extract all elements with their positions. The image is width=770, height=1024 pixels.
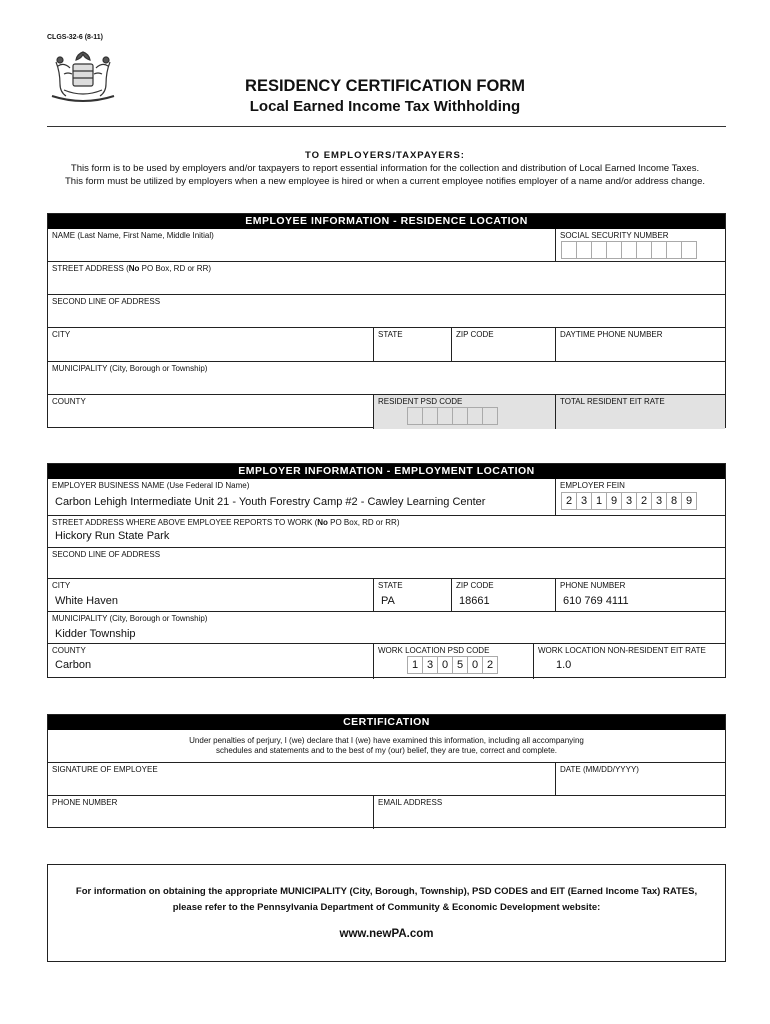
employee-psd-label: RESIDENT PSD CODE <box>378 397 463 406</box>
fein-digit[interactable]: 3 <box>651 492 667 510</box>
employee-ssn-field[interactable] <box>555 229 725 261</box>
intro-line-1: This form is to be used by employers and/or taxpayers to report essential information for the collection and distribution of Local Earned Income Taxes. <box>70 163 700 174</box>
employee-state-field[interactable] <box>373 328 451 362</box>
ssn-box[interactable] <box>621 241 637 259</box>
employer-city-field[interactable] <box>48 579 373 612</box>
form-title: RESIDENCY CERTIFICATION FORM <box>245 77 525 95</box>
intro-line-2: This form must be utilized by employers when a new employee is hired or when a current employee notifies employer of a name and/or address change. <box>65 176 705 187</box>
employee-street-row[interactable] <box>48 261 725 295</box>
employer-zip-field[interactable] <box>451 579 555 612</box>
ssn-box[interactable] <box>681 241 697 259</box>
employer-name-row <box>48 479 725 515</box>
psd-box[interactable] <box>407 407 423 425</box>
work-psd-boxes <box>407 656 497 674</box>
form-id: CLGS-32-6 (8-11) <box>47 34 104 41</box>
employer-city-label: CITY <box>52 581 71 590</box>
employer-county-field[interactable] <box>48 644 373 679</box>
fein-digit[interactable]: 8 <box>666 492 682 510</box>
employer-eit-field[interactable] <box>533 644 725 679</box>
employer-municipality-label: MUNICIPALITY (City, Borough or Township) <box>52 614 208 623</box>
employer-city-row <box>48 578 725 612</box>
psd-digit[interactable]: 0 <box>437 656 453 674</box>
employer-zip-label: ZIP CODE <box>456 581 494 590</box>
employer-business-field[interactable] <box>48 479 555 515</box>
fein-digit[interactable]: 2 <box>561 492 577 510</box>
employer-second-line-row[interactable] <box>48 547 725 579</box>
employer-county-label: COUNTY <box>52 646 86 655</box>
employee-zip-label: ZIP CODE <box>456 330 494 339</box>
to-employers-heading: TO EMPLOYERS/TAXPAYERS: <box>305 150 465 161</box>
declaration-line-2: schedules and statements and to the best of my (our) belief, they are true, correct and complete. <box>215 746 558 755</box>
employer-city-value: White Haven <box>55 595 118 607</box>
employer-state-value: PA <box>381 595 395 607</box>
employee-city-label: CITY <box>52 330 71 339</box>
cert-phone-field[interactable] <box>48 796 373 829</box>
cert-phone-label: PHONE NUMBER <box>52 798 118 807</box>
employee-signature-field[interactable] <box>48 763 555 796</box>
email-label: EMAIL ADDRESS <box>378 798 443 807</box>
employee-psd-field[interactable] <box>373 395 555 429</box>
employee-street-label: STREET ADDRESS (No PO Box, RD or RR) <box>52 264 212 273</box>
employer-fein-label: EMPLOYER FEIN <box>560 481 625 490</box>
fein-digit[interactable]: 3 <box>576 492 592 510</box>
certification-heading: CERTIFICATION <box>48 715 725 730</box>
employee-second-line-label: SECOND LINE OF ADDRESS <box>52 297 161 306</box>
employer-eit-value: 1.0 <box>556 659 572 671</box>
psd-box[interactable] <box>482 407 498 425</box>
employer-municipality-value: Kidder Township <box>55 628 136 640</box>
fein-digit[interactable]: 2 <box>636 492 652 510</box>
employee-ssn-label: SOCIAL SECURITY NUMBER <box>560 231 669 240</box>
employee-name-label: NAME (Last Name, First Name, Middle Initial) <box>52 231 214 240</box>
psd-box[interactable] <box>422 407 438 425</box>
contact-row <box>48 795 725 829</box>
ssn-box[interactable] <box>591 241 607 259</box>
employer-state-field[interactable] <box>373 579 451 612</box>
website-link[interactable]: www.newPA.com <box>339 928 434 940</box>
psd-digit[interactable]: 2 <box>482 656 498 674</box>
date-field[interactable] <box>555 763 725 796</box>
employee-second-line-row[interactable] <box>48 294 725 328</box>
employee-name-row <box>48 229 725 261</box>
psd-digit[interactable]: 0 <box>467 656 483 674</box>
employer-state-label: STATE <box>378 581 403 590</box>
date-label: DATE (MM/DD/YYYY) <box>560 765 639 774</box>
psd-box[interactable] <box>437 407 453 425</box>
employer-fein-field[interactable] <box>555 479 725 515</box>
employer-municipality-row[interactable] <box>48 611 725 644</box>
ssn-boxes <box>561 241 696 259</box>
ssn-box[interactable] <box>576 241 592 259</box>
form-subtitle: Local Earned Income Tax Withholding <box>249 98 521 115</box>
employee-zip-field[interactable] <box>451 328 555 362</box>
psd-digit[interactable]: 5 <box>452 656 468 674</box>
employee-county-row <box>48 394 725 429</box>
psd-digit[interactable]: 1 <box>407 656 423 674</box>
fein-boxes <box>561 492 696 510</box>
employer-business-label: EMPLOYER BUSINESS NAME (Use Federal ID Name) <box>52 481 250 490</box>
fein-digit[interactable]: 9 <box>606 492 622 510</box>
signature-label: SIGNATURE OF EMPLOYEE <box>52 765 158 774</box>
info-box <box>47 864 726 962</box>
fein-digit[interactable]: 3 <box>621 492 637 510</box>
employer-eit-label: WORK LOCATION NON-RESIDENT EIT RATE <box>538 646 706 655</box>
signature-row <box>48 762 725 796</box>
psd-digit[interactable]: 3 <box>422 656 438 674</box>
employer-street-value: Hickory Run State Park <box>55 530 170 542</box>
employer-phone-label: PHONE NUMBER <box>560 581 626 590</box>
employer-business-value: Carbon Lehigh Intermediate Unit 21 - Youth Forestry Camp #2 - Cawley Learning Center <box>55 496 486 508</box>
employer-zip-value: 18661 <box>459 595 490 607</box>
ssn-box[interactable] <box>636 241 652 259</box>
header-divider <box>47 126 726 127</box>
employee-section-heading: EMPLOYEE INFORMATION - RESIDENCE LOCATION <box>48 214 725 229</box>
ssn-box[interactable] <box>666 241 682 259</box>
employee-city-row <box>48 327 725 362</box>
info-line-2: please refer to the Pennsylvania Department of Community & Economic Development website: <box>172 902 601 913</box>
employee-eit-label: TOTAL RESIDENT EIT RATE <box>560 397 665 406</box>
ssn-box[interactable] <box>606 241 622 259</box>
fein-digit[interactable]: 1 <box>591 492 607 510</box>
employer-county-row <box>48 643 725 679</box>
ssn-box[interactable] <box>561 241 577 259</box>
employee-phone-field[interactable] <box>555 328 725 362</box>
employer-county-value: Carbon <box>55 659 92 671</box>
resident-psd-boxes <box>407 407 497 425</box>
employee-county-field[interactable] <box>48 395 373 429</box>
declaration-line-1: Under penalties of perjury, I (we) declare that I (we) have examined this information, including all accompanying <box>189 736 584 745</box>
email-field[interactable] <box>373 796 725 829</box>
ssn-box[interactable] <box>651 241 667 259</box>
employee-eit-field[interactable] <box>555 395 725 429</box>
employee-municipality-label: MUNICIPALITY (City, Borough or Township) <box>52 364 208 373</box>
employer-section-heading: EMPLOYER INFORMATION - EMPLOYMENT LOCATION <box>48 464 725 479</box>
employee-name-field[interactable] <box>48 229 555 261</box>
employee-municipality-row[interactable] <box>48 361 725 395</box>
employer-phone-value: 610 769 4111 <box>563 595 629 607</box>
employer-psd-label: WORK LOCATION PSD CODE <box>378 646 490 655</box>
employer-section <box>47 463 726 678</box>
certification-section <box>47 714 726 828</box>
employer-phone-field[interactable] <box>555 579 725 612</box>
employee-state-label: STATE <box>378 330 403 339</box>
employee-county-label: COUNTY <box>52 397 86 406</box>
employee-phone-label: DAYTIME PHONE NUMBER <box>560 330 663 339</box>
fein-digit[interactable]: 9 <box>681 492 697 510</box>
employee-section <box>47 213 726 428</box>
employer-street-label: STREET ADDRESS WHERE ABOVE EMPLOYEE REPORTS TO WORK (No PO Box, RD or RR) <box>52 518 400 527</box>
psd-box[interactable] <box>467 407 483 425</box>
employer-street-row[interactable] <box>48 515 725 548</box>
psd-box[interactable] <box>452 407 468 425</box>
employer-psd-field[interactable] <box>373 644 533 679</box>
info-line-1: For information on obtaining the appropriate MUNICIPALITY (City, Borough, Township), PSD CODES and EIT (Earned Income Tax) RATES, <box>75 886 698 897</box>
employer-second-line-label: SECOND LINE OF ADDRESS <box>52 550 161 559</box>
employee-city-field[interactable] <box>48 328 373 362</box>
